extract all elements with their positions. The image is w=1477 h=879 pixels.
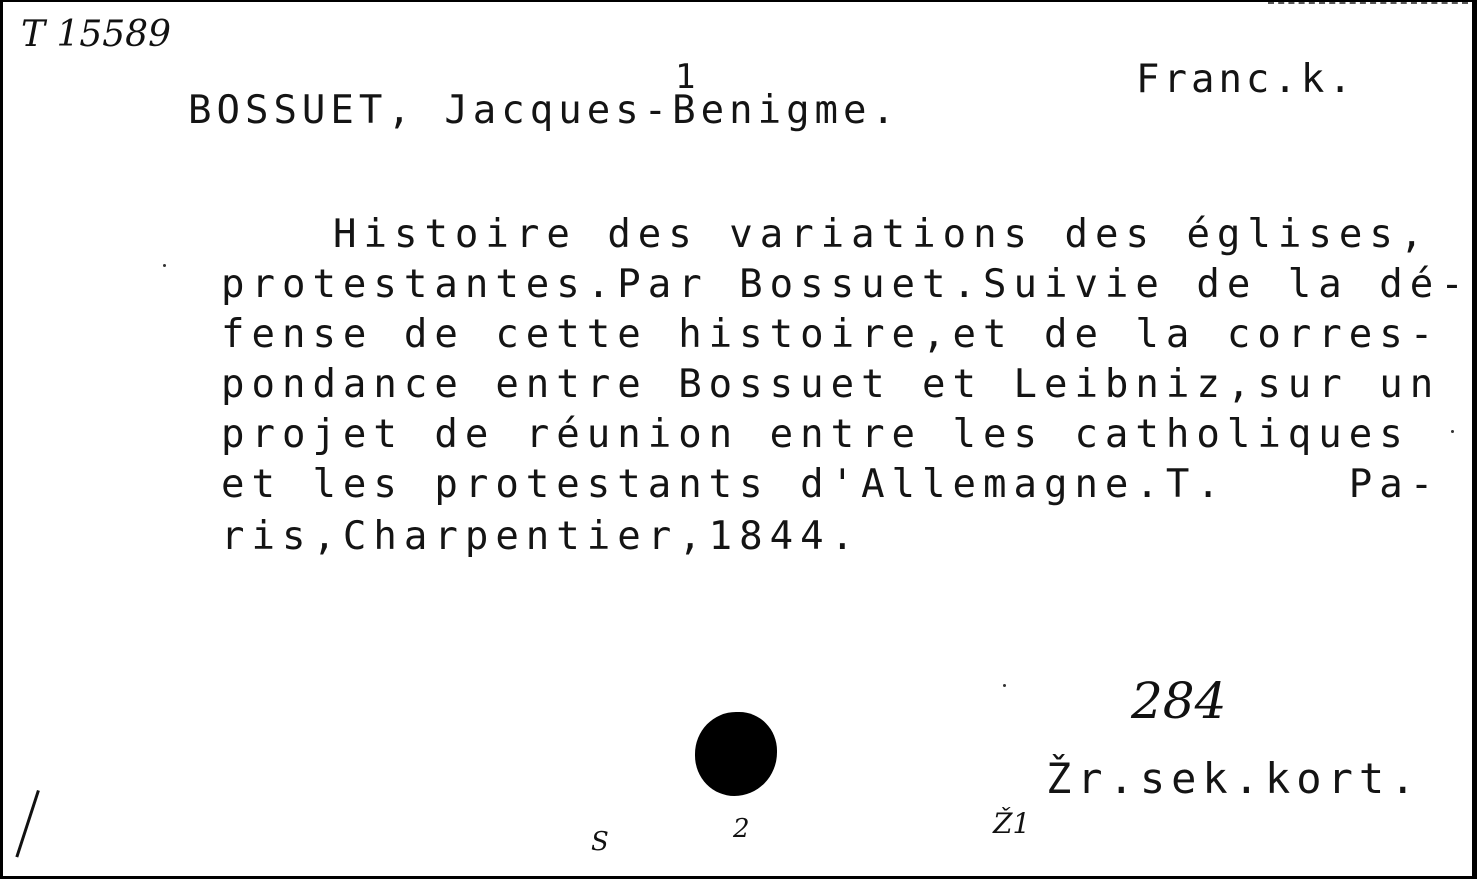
author-superscript: 1 [675, 57, 696, 97]
description-line: et les protestants d'Allemagne.T. Pa- [221, 462, 1441, 507]
collection-label: Franc.k. [1136, 57, 1356, 102]
speck [163, 264, 166, 267]
description-line: fense de cette histoire,et de la corres- [221, 312, 1441, 357]
bottom-mark: Ž1 [993, 807, 1031, 840]
section-label: Žr.sek.kort. [1046, 754, 1422, 803]
description-line: projet de réunion entre les catholiques [221, 412, 1410, 457]
shelf-number: 284 [1131, 672, 1227, 730]
bottom-mark: 2 [733, 814, 750, 844]
top-edge-marks [1268, 2, 1468, 8]
speck [1451, 430, 1454, 433]
description-line: protestantes.Par Bossuet.Suivie de la dé- [221, 262, 1471, 307]
speck [1003, 684, 1006, 687]
author-heading: BOSSUET, Jacques-Benigme. [188, 88, 900, 133]
bottom-mark: S [591, 827, 609, 857]
punch-hole [695, 712, 777, 796]
call-number: T 15589 [21, 14, 171, 55]
description-line: pondance entre Bossuet et Leibniz,sur un [221, 362, 1441, 407]
description-line: ris,Charpentier,1844. [221, 514, 862, 559]
description-line: Histoire des variations des églises, [333, 212, 1431, 257]
pencil-slash-mark [15, 790, 39, 858]
